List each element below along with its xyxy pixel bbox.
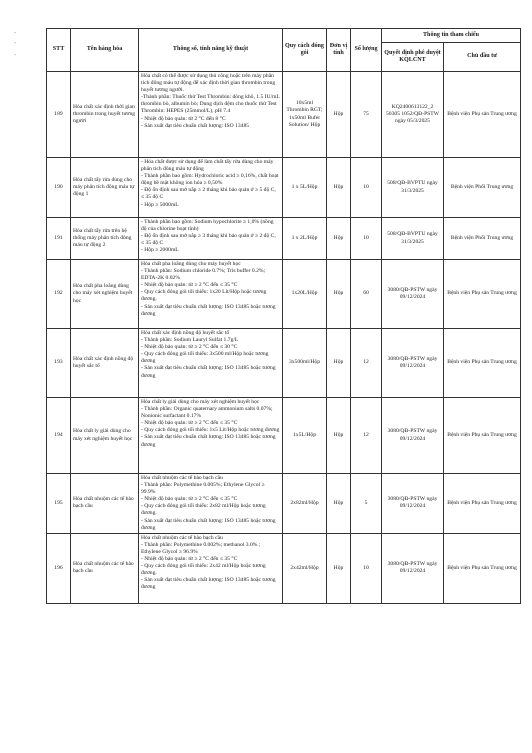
header-pack: Quy cách đóng gói <box>283 29 327 72</box>
spec-line: - Thành phần: Polymethine 0.002%; methanol 3.0% ; Ethylene Glycol ≥ 96.9% <box>141 541 261 555</box>
spec-line: - Thành phần: Organic quaternary ammonium salts 0.07%; Nonionic surfactant 0.17% <box>141 406 273 420</box>
spec-line: - Thành phần: Polymethine 0.005%; Ethylene Glycol ≥ 99.9% <box>141 482 265 496</box>
spec-line: - Quy cách đóng gói tối thiểu: 3x500 ml/Hộp hoặc tương đương <box>141 351 269 365</box>
cell-name: Hóa chất xác định nồng độ huyết sắc tố <box>71 329 139 398</box>
cell-name: Hóa chất nhuộm các tế bào bạch cầu <box>71 474 139 534</box>
spec-line: - Sản xuất đạt tiêu chuẩn chất lượng: ISO 13485 hoặc tương đương <box>141 434 276 448</box>
cell-unit: Hộp <box>327 260 351 329</box>
spec-line: Hóa chất ly giải dùng cho máy xét nghiệm huyết học <box>141 399 260 405</box>
cell-decision: 3080/QĐ-PSTW ngày 09/12/2024 <box>382 398 444 474</box>
spec-line: - Sản xuất đạt tiêu chuẩn chất lượng: ISO 13485 hoặc tương đương <box>141 365 276 379</box>
cell-name: Hóa chất xác định thời gian thrombin trong huyết tương người <box>71 72 139 158</box>
table-row <box>47 218 521 260</box>
table-body <box>47 72 521 604</box>
cell-unit: Hộp <box>327 158 351 218</box>
cell-qty: 10 <box>351 218 382 260</box>
spec-line: -Thành phần: Thuốc thử Test Thrombin: dòng khô, 1.5 IU/mL thrombin bò, albumin bò; Dung dịch đệm cho thuốc thử Test Thrombin: HEPES (25mmol/L), pH 7.4 <box>141 94 280 115</box>
spec-line: - Hộp ≥ 5000mL <box>141 201 179 208</box>
cell-pack: 1 x 2L/Hộp <box>283 218 327 260</box>
cell-spec <box>139 260 283 329</box>
cell-pack: 3x500ml/Hộp <box>283 329 327 398</box>
header-unit: Đơn vị tính <box>327 29 351 72</box>
header-spec: Thông số, tính năng kỹ thuật <box>139 29 283 72</box>
cell-owner: Bệnh viện Phụ sản Trung ương <box>444 329 521 398</box>
cell-unit: Hộp <box>327 329 351 398</box>
spec-line: - Quy cách đóng gói tối thiểu: 1x20 Lít/Hộp hoặc tương đương. <box>141 289 267 303</box>
cell-pack: 1x20L/Hộp <box>283 260 327 329</box>
cell-owner: Bệnh viện Phổi Trung ương <box>444 218 521 260</box>
header-stt: STT <box>47 29 71 72</box>
spec-line: - Nhiệt độ bảo quản: từ ≥ 2 °C đến ≤ 30 °C <box>141 344 238 351</box>
cell-owner: Bệnh viện Phụ sản Trung ương <box>444 260 521 329</box>
margin-mark: - <box>14 40 17 47</box>
cell-owner: Bệnh viện Phổi Trung ương <box>444 158 521 218</box>
cell-qty: 60 <box>351 260 382 329</box>
cell-spec <box>139 72 283 158</box>
cell-stt: 191 <box>47 218 71 260</box>
cell-stt: 189 <box>47 72 71 158</box>
cell-decision: 3080/QĐ-PSTW ngày 09/12/2024 <box>382 533 444 603</box>
margin-mark: - <box>14 30 17 37</box>
cell-decision: 508/QĐ-BVPTU ngày 31/3/2025 <box>382 218 444 260</box>
cell-decision: 3080/QĐ-PSTW ngày 09/12/2024 <box>382 260 444 329</box>
equipment-table <box>46 28 521 604</box>
spec-line: Hóa chất xác định nồng độ huyết sắc tố <box>141 330 230 336</box>
table-row <box>47 474 521 534</box>
cell-stt: 193 <box>47 329 71 398</box>
table-row <box>47 398 521 474</box>
cell-spec <box>139 398 283 474</box>
spec-line: - Hóa chất được sử dụng để làm chất tẩy rửa dùng cho máy phân tích đông máu tự động <box>141 159 274 173</box>
table-row <box>47 72 521 158</box>
spec-line: - Nhiệt độ bảo quản: từ ≥ 2 °C đến ≤ 35 °C <box>141 496 238 503</box>
spec-line: - Nhiệt độ bảo quản: từ 2 °C đến 8 °C <box>141 115 226 122</box>
cell-unit: Hộp <box>327 533 351 603</box>
spec-line: - Sản xuất đạt tiêu chuẩn chất lượng: ISO 13485 hoặc tương đương <box>141 577 276 591</box>
cell-pack: 1x5L/Hộp <box>283 398 327 474</box>
spec-line: Hóa chất nhuộm các tế bào bạch cầu <box>141 475 223 481</box>
cell-qty: 12 <box>351 398 382 474</box>
cell-pack: 10x5ml Thrombin RGT; 1x50ml Bufer Solution/ Hộp <box>283 72 327 158</box>
spec-line: - Độ ổn định sau mở nắp ≥ 2 tháng khi bảo quản ở ≥ 5 độ C, ≤ 35 độ C <box>141 187 276 201</box>
spec-line: - Thành phần: Sodium Lauryl Sulfat 1.7g/L <box>141 337 239 344</box>
spec-line: - Quy cách đóng gói tối thiểu: 2x82 ml/Hộp hoặc tương đương. <box>141 503 266 517</box>
cell-stt: 192 <box>47 260 71 329</box>
spec-line: - Quy cách đóng gói tối thiểu: 1x5 Lít/Hộp hoặc tương đương <box>141 427 280 434</box>
cell-stt: 190 <box>47 158 71 218</box>
spec-line: - Sản xuất đạt tiêu chuẩn chất lượng: ISO 13485 hoặc tương đương <box>141 517 276 531</box>
cell-decision: 508/QĐ-BVPTU ngày 31/3/2025 <box>382 158 444 218</box>
spec-line: - Thành phần bao gồm: Sodium hypochlorite ≥ 1,0% (nồng độ của chlorine hoạt tính) <box>141 219 274 233</box>
cell-name: Hóa chất nhuộm các tế bào bạch cầu <box>71 533 139 603</box>
cell-unit: Hộp <box>327 474 351 534</box>
cell-spec <box>139 329 283 398</box>
cell-decision: 3080/QĐ-PSTW ngày 09/12/2024 <box>382 329 444 398</box>
cell-owner: Bệnh viện Phụ sản Trung ương <box>444 398 521 474</box>
spec-line: - Nhiệt độ bảo quản: từ ≥ 2 °C đến ≤ 35 °C <box>141 556 238 563</box>
spec-line: - Độ ổn định sau mở nắp ≥ 3 tháng khi bảo quản ở ≥ 2 độ C, ≤ 35 độ C <box>141 233 276 247</box>
header-name: Tên hàng hóa <box>71 29 139 72</box>
table-row <box>47 158 521 218</box>
cell-qty: 75 <box>351 72 382 158</box>
cell-decision: KQ2400613122_2 50305 1052/QĐ-PSTW ngày 05/3/2025 <box>382 72 444 158</box>
spec-line: - Nhiệt độ bảo quản: từ ≥ 2 °C đến ≤ 35 °C <box>141 282 238 289</box>
cell-pack: 2x42ml/Hộp <box>283 533 327 603</box>
cell-spec <box>139 218 283 260</box>
spec-line: - Thành phần: Sodium chloride 0.7%; Tris buffer 0.2%; EDTA-2K 0.02% <box>141 268 266 282</box>
spec-line: - Thành phần bao gồm: Hydrochloric acid ≥ 0,16%, chất hoạt động bề mặt không ion hóa ≥ 0,50% <box>141 173 279 187</box>
cell-pack: 2x82ml/Hộp <box>283 474 327 534</box>
cell-decision: 3080/QĐ-PSTW ngày 09/12/2024 <box>382 474 444 534</box>
header-decision: Quyết định phê duyệt KQLCNT <box>382 43 444 72</box>
cell-spec <box>139 533 283 603</box>
spec-line: - Quy cách đóng gói tối thiểu: 2x42 ml/Hộp hoặc tương đương. <box>141 563 266 577</box>
spec-line: - Nhiệt độ bảo quản: từ ≥ 2 °C đến ≤ 35 °C <box>141 420 238 427</box>
spec-line: Hóa chất nhuộm các tế bào bạch cầu <box>141 534 223 541</box>
table-header <box>47 29 521 72</box>
spec-line: - Hộp ≥ 2000mL <box>141 247 179 254</box>
cell-name: Hóa chất ly giải dùng cho máy xét nghiệm huyết học <box>71 398 139 474</box>
cell-unit: Hộp <box>327 218 351 260</box>
cell-pack: 1 x 5L/Hộp <box>283 158 327 218</box>
cell-stt: 195 <box>47 474 71 534</box>
spec-line: - Sản xuất đạt tiêu chuẩn chất lượng: ISO 13485 hoặc tương đương <box>141 303 276 317</box>
header-owner: Chủ đầu tư <box>444 43 521 72</box>
cell-unit: Hộp <box>327 398 351 474</box>
cell-owner: Bệnh viện Phụ sản Trung ương <box>444 474 521 534</box>
header-qty: Số lượng <box>351 29 382 72</box>
table-row <box>47 260 521 329</box>
cell-stt: 194 <box>47 398 71 474</box>
margin-mark: - <box>14 52 17 59</box>
cell-qty: 5 <box>351 474 382 534</box>
cell-name: Hóa chất tẩy rửa dùng cho máy phân tích đông máu tự động 1 <box>71 158 139 218</box>
cell-unit: Hộp <box>327 72 351 158</box>
header-ref: Thông tin tham chiếu <box>382 29 521 43</box>
cell-owner: Bệnh viện Phụ sản Trung ương <box>444 533 521 603</box>
cell-qty: 10 <box>351 533 382 603</box>
table-row <box>47 329 521 398</box>
cell-name: Hóa chất tẩy rửa trên hệ thống máy phân tích đông máu tự động 2 <box>71 218 139 260</box>
cell-spec <box>139 474 283 534</box>
spec-line: Hóa chất có thể được sử dụng thủ công hoặc trên máy phân tích đông máu tự động để xác định thời gian thrombin trong huyết tương người. <box>141 73 276 94</box>
cell-qty: 12 <box>351 329 382 398</box>
table-row <box>47 533 521 603</box>
cell-stt: 196 <box>47 533 71 603</box>
cell-qty: 10 <box>351 158 382 218</box>
cell-name: Hóa chất pha loãng dùng cho máy xét nghiệm huyết học <box>71 260 139 329</box>
spec-line: - Sản xuất đạt tiêu chuẩn chất lượng: ISO 13485 <box>141 122 250 129</box>
spec-line: Hóa chất pha loãng dùng cho máy huyết học <box>141 261 241 267</box>
cell-spec <box>139 158 283 218</box>
cell-owner: Bệnh viện Phụ sản Trung ương <box>444 72 521 158</box>
